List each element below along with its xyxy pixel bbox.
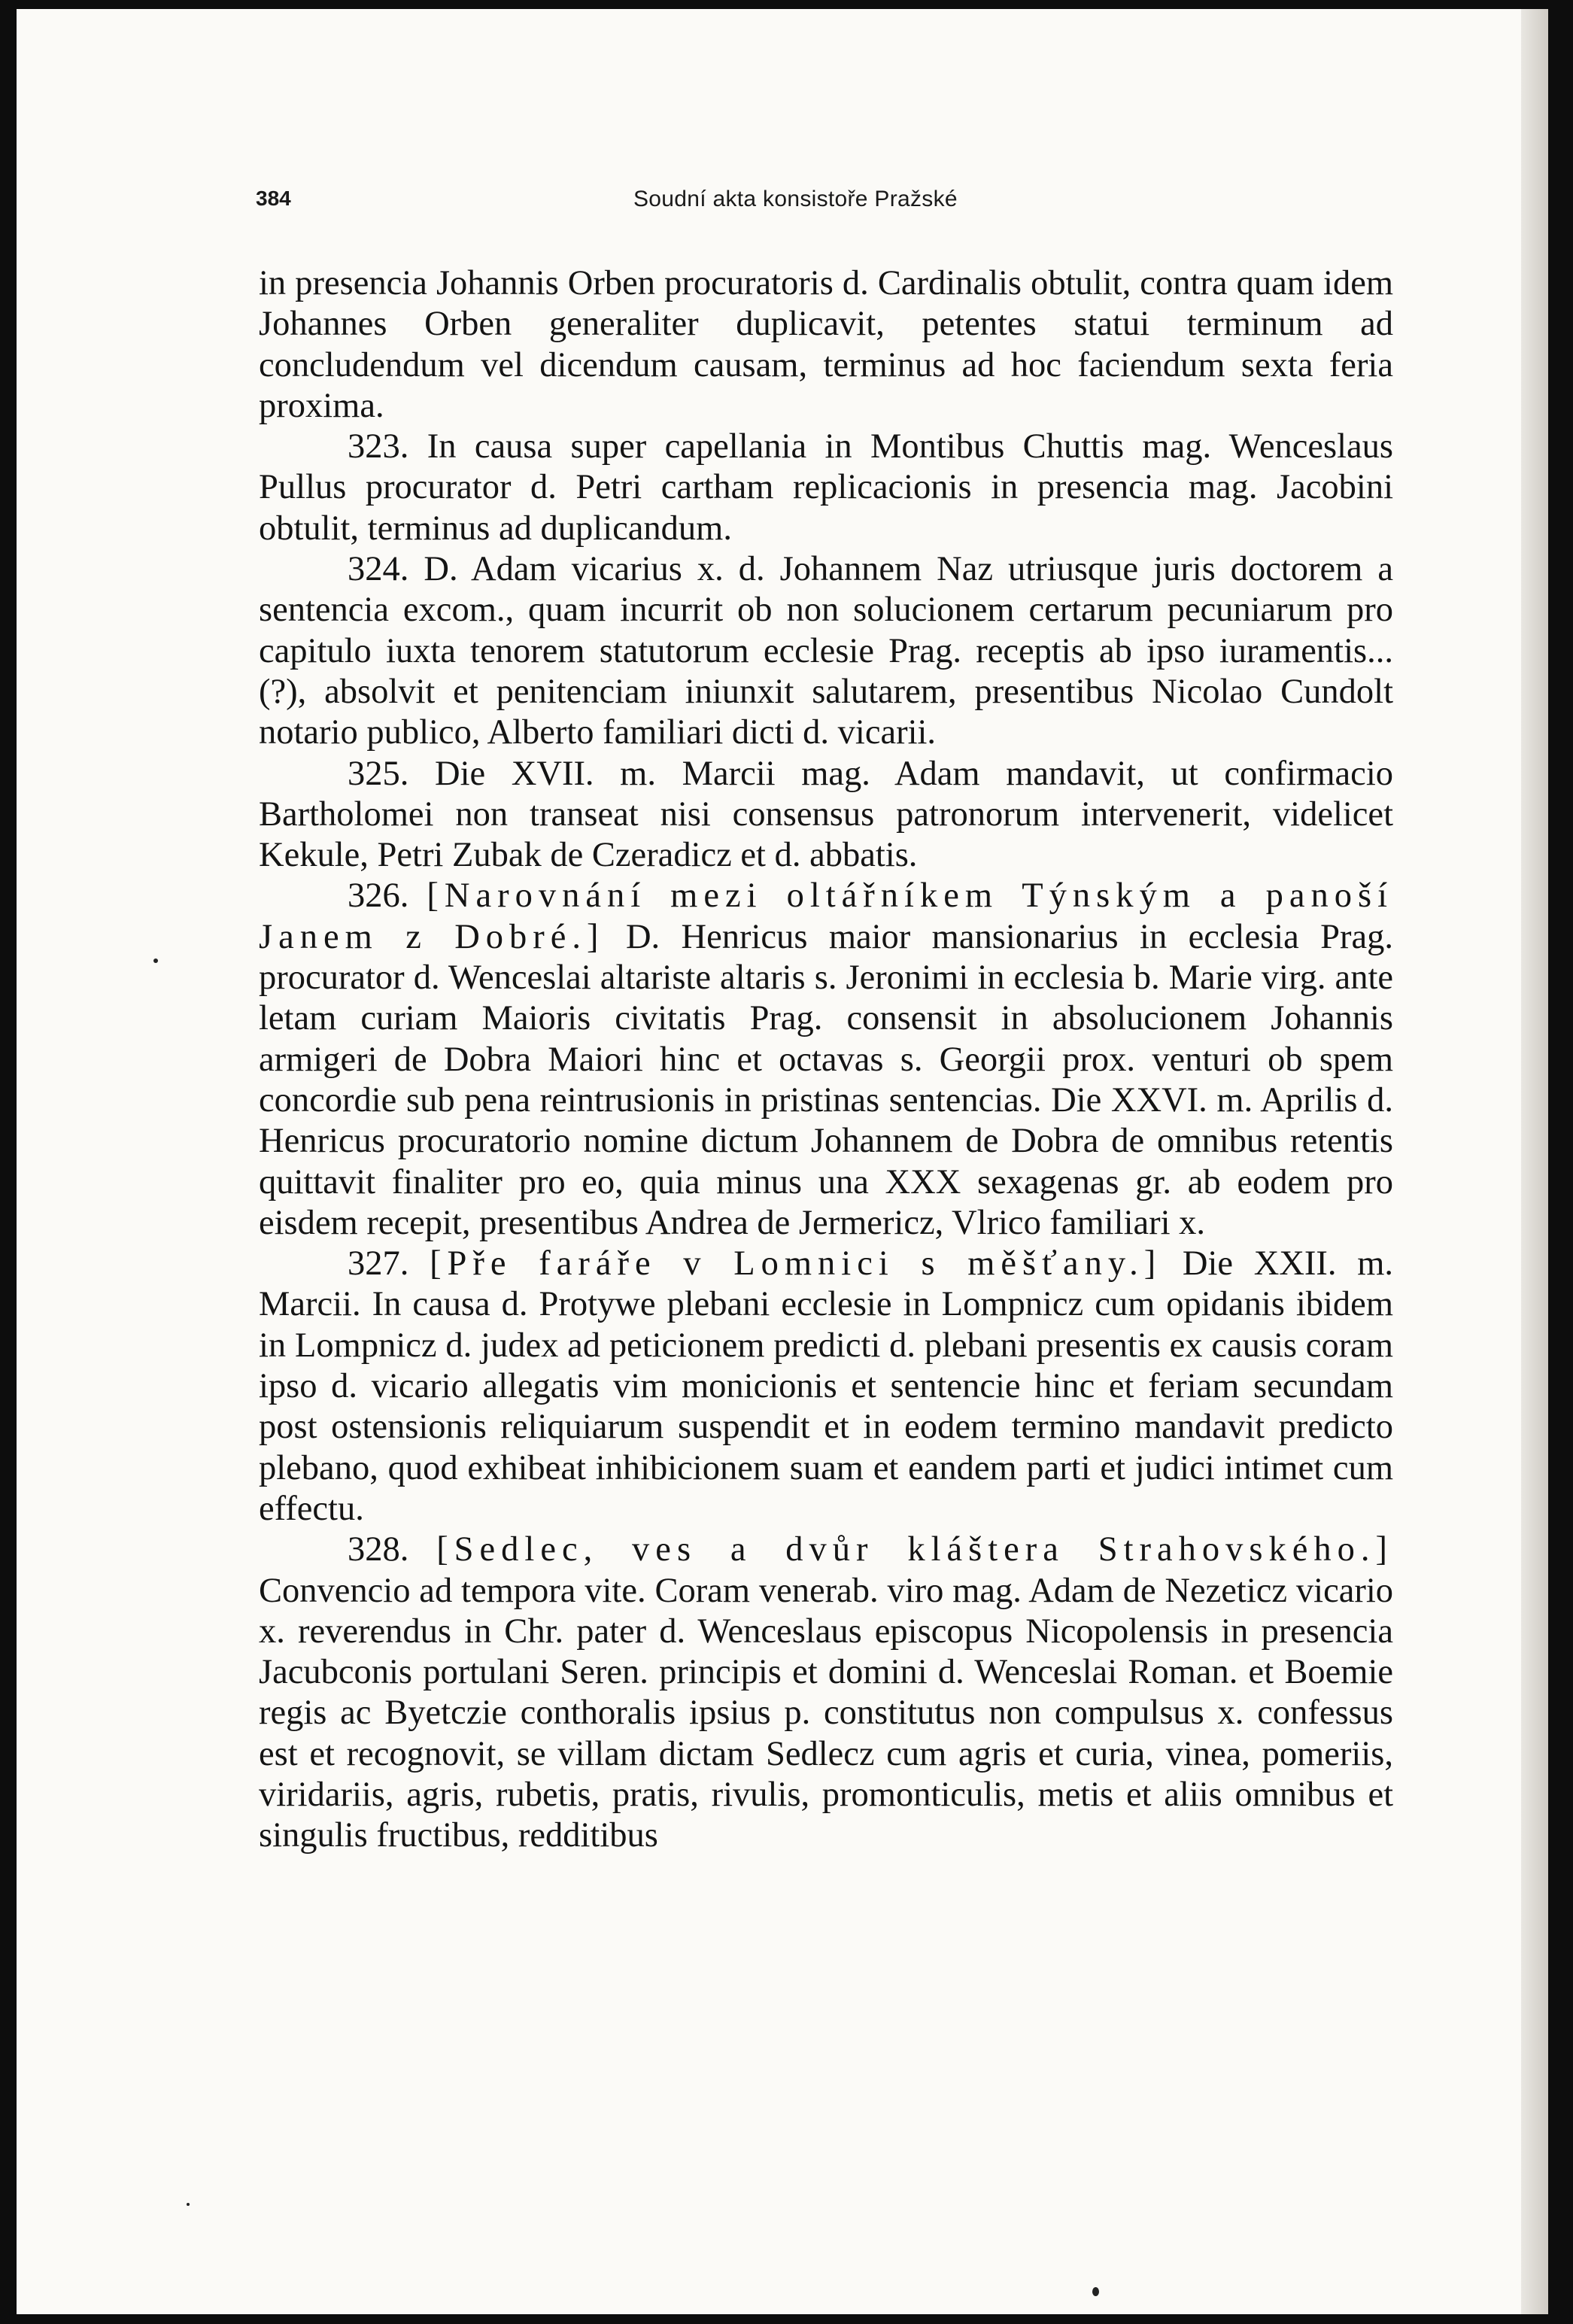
entry-heading: [Narovnání mezi oltářníkem Týnským a panoší Janem z Dobré.] xyxy=(259,876,1393,956)
paragraph-text: 324. D. Adam vicarius x. d. Johannem Naz utriusque juris doctorem a sentencia excom., quam incurrit ob non solucionem certarum pecuniarum pro capitulo iuxta tenorem statutorum ecclesie Prag. receptis ab ipso iuramentis... (?), absolvit et penitenciam iniunxit salutarem, presentibus Nicolao Cundolt notario publico, Alberto familiari dicti d. vicarii. xyxy=(259,550,1393,752)
paragraph-text: 323. In causa super capellania in Montibus Chuttis mag. Wenceslaus Pullus procurator d. Petri cartham replicacionis in presencia mag. Jacobini obtulit, terminus ad duplicandum. xyxy=(259,427,1393,548)
paragraph-328 xyxy=(259,1530,1393,1856)
entry-number: 328. xyxy=(348,1530,409,1569)
paragraph-326 xyxy=(259,876,1393,1244)
paragraph-325 xyxy=(259,754,1393,876)
scan-speck xyxy=(1092,2287,1099,2296)
entry-heading: [Pře faráře v Lomnici s měšťany.] xyxy=(430,1244,1162,1284)
running-title: Soudní akta konsistoře Pražské xyxy=(633,187,958,211)
paragraph-text: 325. Die XVII. m. Marcii mag. Adam mandavit, ut confirmacio Bartholomei non transeat nisi consensus patronorum intervenerit, videlicet Kekule, Petri Zubak de Czeradicz et d. abbatis. xyxy=(259,754,1393,875)
entry-number: 326. xyxy=(348,876,409,916)
page-header xyxy=(256,181,1050,218)
book-page xyxy=(17,9,1548,2314)
scan-speck xyxy=(153,958,158,963)
paragraph-327 xyxy=(259,1244,1393,1530)
page-edge-shadow xyxy=(1521,9,1548,2314)
paragraph-text: D. Henricus maior mansionarius in ecclesia Prag. procurator d. Wenceslai altariste altaris s. Jeronimi in ecclesia b. Marie virg. ante letam curiam Maioris civitatis Prag. consensit in absolucionem Johannis armigeri de Dobra Maiori hinc et octavas s. Georgii prox. venturi ob spem concordie sub pena reintrusionis in pristinas sentencias. Die XXVI. m. Aprilis d. Henricus procuratorio nomine dictum Johannem de Dobra de omnibus retentis quittavit finaliter pro eo, quia minus una XXX sexagenas gr. ab eodem pro eisdem recepit, presentibus Andrea de Jermericz, Vlrico familiari x. xyxy=(259,917,1393,1242)
paragraph-text: in presencia Johannis Orben procuratoris d. Cardinalis obtulit, contra quam idem Johannes Orben generaliter duplicavit, petentes statui terminum ad concludendum vel dicendum causam, terminus ad hoc faciendum sexta feria proxima. xyxy=(259,264,1393,425)
paragraph-text: Convencio ad tempora vite. Coram venerab. viro mag. Adam de Nezeticz vicario x. reverendus in Chr. pater d. Wenceslaus episcopus Nicopolensis in presencia Jacubconis portulani Seren. principis et domini d. Wenceslai Roman. et Boemie regis ac Byetczie conthoralis ipsius p. constitutus non compulsus x. confessus est et recognovit, se villam dictam Sedlecz cum agris et curia, vinea, pomeriis, viridariis, agris, rubetis, pratis, rivulis, promonticulis, metis et aliis omnibus et singulis fructibus, redditibus xyxy=(259,1571,1393,1855)
paragraph-text: Die XXII. m. Marcii. In causa d. Protywe plebani ecclesie in Lompnicz cum opidanis ibidem in Lompnicz d. judex ad peticionem predicti d. plebani presentis ex causis coram ipso d. vicario allegatis vim monicionis et sentencie hinc et feriam secundam post ostensionis reliquiarum suspendit et in eodem termino mandavit predicto plebano, quod exhibeat inhibicionem suam et eandem parti et judici intimet cum effectu. xyxy=(259,1244,1393,1528)
body-text xyxy=(259,263,1393,1857)
entry-number: 327. xyxy=(348,1244,409,1284)
paragraph-continued xyxy=(259,263,1393,427)
entry-heading: [Sedlec, ves a dvůr kláštera Strahovského.] xyxy=(436,1530,1393,1569)
paragraph-323 xyxy=(259,427,1393,549)
scan-speck xyxy=(187,2203,190,2206)
page-number: 384 xyxy=(256,187,291,210)
paragraph-324 xyxy=(259,549,1393,753)
